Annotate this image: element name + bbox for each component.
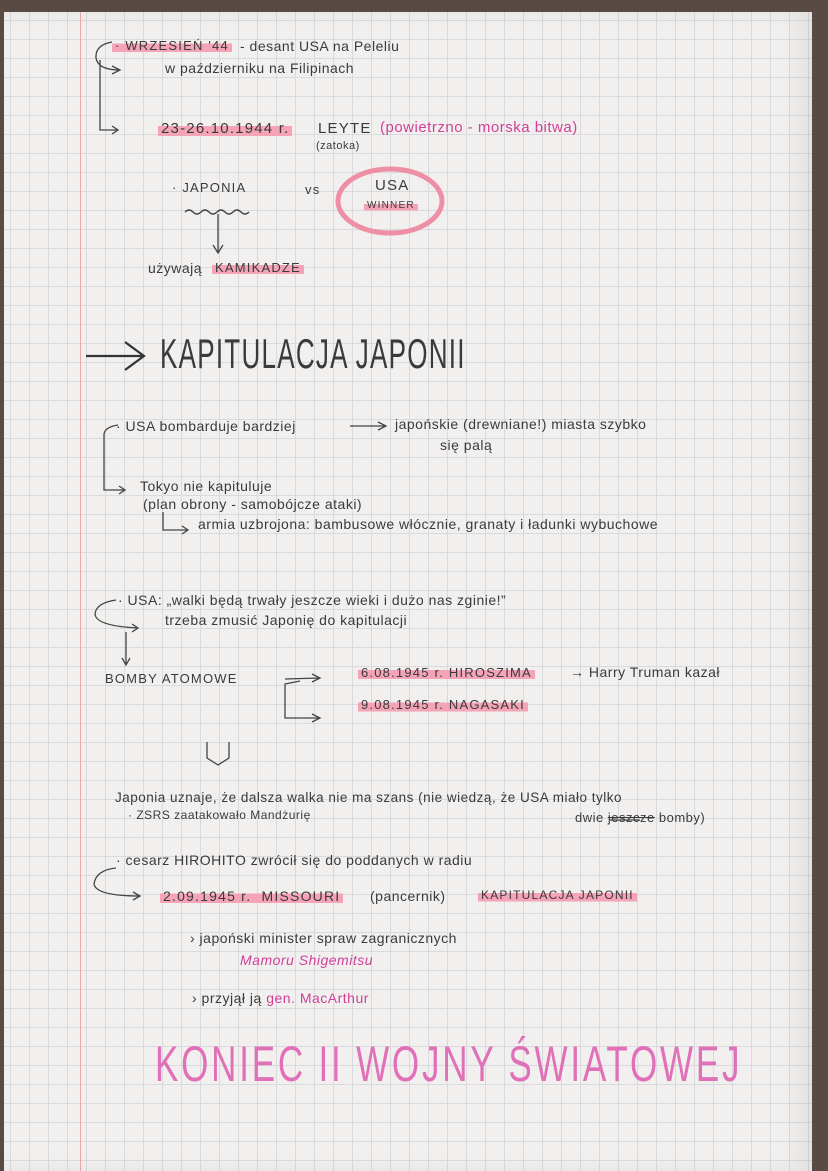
date-label: 6.08.1945 r.: [361, 665, 445, 680]
note-text: się palą: [440, 437, 493, 453]
name-text: Mamoru Shigemitsu: [240, 952, 373, 968]
bracket-arrow-icon: [285, 674, 320, 722]
winner-label: WINNER: [364, 200, 418, 211]
arrow-corner-icon: [163, 512, 188, 534]
note-text: Japonia uznaje, że dalsza walka nie ma szans (nie wiedzą, że USA miało tylko: [115, 790, 622, 805]
arrow-down-icon: [213, 214, 223, 253]
bracket-arrow-icon: [94, 868, 140, 900]
usa-label: USA: [375, 177, 410, 194]
bracket-arrow-icon: [96, 42, 120, 134]
note-text: (zatoka): [316, 140, 360, 152]
heading-arrow-icon: [86, 342, 144, 370]
double-arrow-down-icon: [207, 742, 229, 765]
bracket-arrow-icon: [104, 425, 125, 494]
section-heading: KAPITULACJA JAPONII: [160, 330, 466, 377]
date-label: 9.08.1945 r.: [361, 697, 445, 712]
note-text: dwie: [575, 810, 604, 825]
arrow-right-icon: [350, 422, 386, 430]
ending-title: KONIEC II WOJNY ŚWIATOWEJ: [155, 1036, 743, 1092]
bracket-arrow-icon: [95, 600, 138, 665]
leyte-label: LEYTE: [318, 120, 372, 137]
squiggle: [185, 210, 249, 214]
note-text: w październiku na Filipinach: [165, 60, 355, 76]
date-label: 23-26.10.1944 r.: [158, 120, 292, 137]
note-text: › japoński minister spraw zagranicznych: [190, 930, 457, 946]
date-label: · WRZESIEŃ '44: [112, 38, 232, 53]
note-text: › przyjął ją: [192, 990, 262, 1006]
kamikadze-label: KAMIKADZE: [212, 260, 304, 275]
note-text: → Harry Truman kazał: [570, 664, 721, 680]
note-text: · cesarz HIROHITO zwrócił się do poddanych w radiu: [116, 852, 473, 868]
note-text: Tokyo nie kapituluje: [140, 478, 273, 494]
note-text: (pancernik): [370, 888, 446, 904]
capitulation-label: KAPITULACJA JAPONII: [478, 888, 637, 902]
note-text: trzeba zmusić Japonię do kapitulacji: [165, 612, 408, 628]
note-text: bomby): [658, 810, 706, 825]
vs-label: vs: [305, 182, 321, 197]
note-text: · USA bombarduje bardziej: [116, 418, 296, 434]
nagasaki-label: NAGASAKI: [448, 697, 525, 712]
note-text: - desant USA na Peleliu: [240, 38, 400, 54]
note-text: armia uzbrojona: bambusowe włócznie, granaty i ładunki wybuchowe: [198, 516, 659, 532]
note-text: (powietrzno - morska bitwa): [380, 119, 578, 136]
note-text: (plan obrony - samobójcze ataki): [143, 496, 363, 512]
note-text: japońskie (drewniane!) miasta szybko: [395, 416, 647, 432]
note-text: · USA: „walki będą trwały jeszcze wieki i dużo nas zginie!”: [118, 592, 507, 608]
note-text: · ZSRS zaatakowało Mandżurię: [128, 808, 311, 822]
date-label: 2.09.1945 r.: [163, 888, 252, 904]
bombs-label: BOMBY ATOMOWE: [105, 671, 238, 686]
japonia-label: · JAPONIA: [172, 180, 247, 195]
note-text: używają: [148, 260, 203, 276]
missouri-label: MISSOURI: [261, 888, 341, 904]
name-text: gen. MacArthur: [266, 990, 369, 1006]
hiroshima-label: HIROSZIMA: [448, 665, 532, 680]
struck-text: jeszcze: [607, 810, 655, 825]
